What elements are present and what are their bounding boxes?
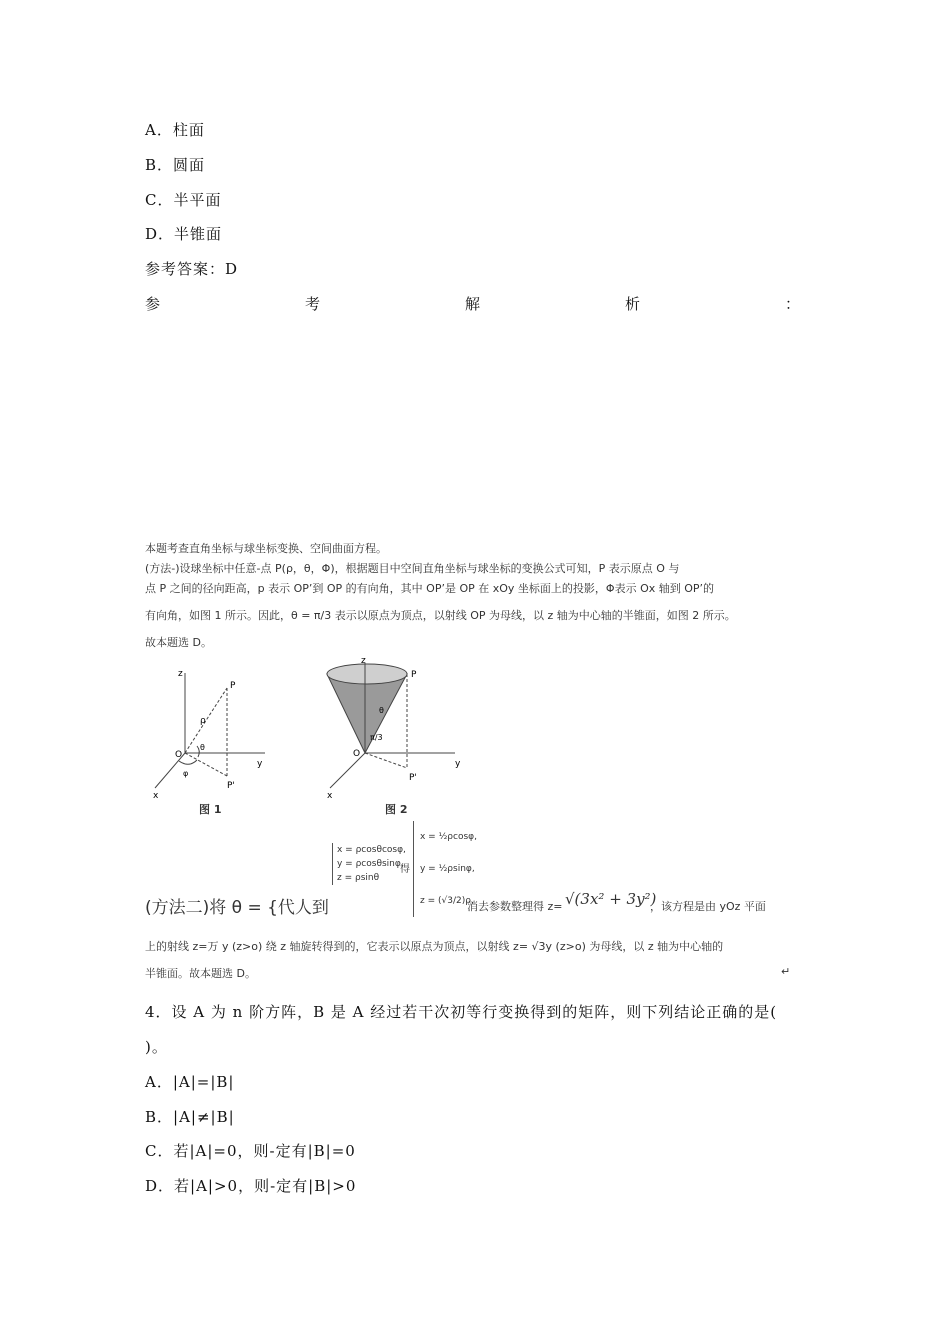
q3-answer: 参考答案：D <box>145 260 239 278</box>
analysis-figure <box>145 538 791 980</box>
formula-tail: ，该方程是由 yOz 平面 <box>650 900 766 913</box>
sys2-row: y = ½ρsinφ, <box>420 864 475 874</box>
fig2-pi3-label: π/3 <box>370 733 383 742</box>
fig2-x-label: x <box>327 791 333 801</box>
fig1-p-label: P <box>230 681 236 691</box>
figure-line: (方法-)设球坐标中任意-点 P(ρ，θ，Φ)，根据题目中空间直角坐标与球坐标的变换公式可知，P 表示原点 O 与 <box>145 562 680 575</box>
figure-line: 本题考查直角坐标与球坐标变换、空间曲面方程。 <box>145 542 387 555</box>
fig2-pp-label: P' <box>409 773 417 783</box>
fig1-z-label: z <box>178 669 183 679</box>
sys1-suffix: 得 <box>400 864 410 875</box>
fig2-o-label: O <box>353 749 361 759</box>
fig1-rho-label: ρ <box>200 716 206 726</box>
analysis-char: 参 <box>145 295 161 313</box>
q4-option-a: A．|A|=|B| <box>145 1073 235 1091</box>
sys1-row: x = ρcosθcosφ, <box>337 845 406 855</box>
fig1-x-label: x <box>153 791 159 801</box>
figure-1-diagram <box>145 658 285 818</box>
figure-2-caption: 图 2 <box>385 803 408 816</box>
q4-stem-line1: 4．设 A 为 n 阶方阵，B 是 A 经过若干次初等行变换得到的矩阵，则下列结论正确的是( <box>145 1003 778 1021</box>
fig1-o-label: O <box>175 750 183 760</box>
q3-option-b: B．圆面 <box>145 156 206 174</box>
q4-option-b: B．|A|≠|B| <box>145 1108 235 1126</box>
figure-line: 点 P 之间的径向距高，p 表示 OP’到 OP 的有向角，其中 OP’是 OP 在 xOy 坐标面上的投影，Φ表示 Ox 轴到 OP’的 <box>145 582 715 595</box>
analysis-char: ： <box>784 295 800 313</box>
fig2-y-label: y <box>455 759 461 769</box>
figure-1-caption: 图 1 <box>199 803 222 816</box>
q4-stem-line2: )。 <box>145 1038 168 1056</box>
fig1-theta-label: θ <box>200 743 205 752</box>
result-formula: √(3x² + 3y²) <box>565 890 657 908</box>
sys1-row: y = ρcosθsinφ, <box>337 859 404 869</box>
q3-option-a: A．柱面 <box>145 121 205 139</box>
analysis-heading <box>145 293 800 314</box>
analysis-char: 考 <box>304 295 320 313</box>
sys1-row: z = ρsinθ <box>337 873 380 883</box>
q4-option-c: C．若|A|=0，则-定有|B|=0 <box>145 1142 356 1160</box>
figure-line: 半锥面。故本题选 D。 <box>145 967 256 980</box>
sys2-row: x = ½ρcosφ, <box>420 832 477 842</box>
sys2-row: z = (√3/2)ρ, <box>420 896 474 906</box>
figure-line: 有向角，如图 1 所示。因此，θ = π/3 表示以原点为顶点，以射线 OP 为母线，以 z 轴为中心轴的半锥面，如图 2 所示。 <box>145 609 736 622</box>
fig2-theta-label: θ <box>379 706 384 715</box>
fig2-p-label: P <box>411 670 417 680</box>
figure-line: 上的射线 z=万 y (z>o) 绕 z 轴旋转得到的，它表示以原点为顶点，以射线 z= √3y (z>o) 为母线，以 z 轴为中心轴的 <box>145 940 724 953</box>
q4-option-d: D．若|A|>0，则-定有|B|>0 <box>145 1177 357 1195</box>
figure-2-diagram <box>315 658 475 818</box>
return-mark: ↵ <box>781 965 791 978</box>
figure-line: 故本题选 D。 <box>145 636 212 649</box>
analysis-char: 解 <box>464 295 480 313</box>
fig2-z-label: z <box>361 658 366 666</box>
equation-system-1 <box>332 843 406 885</box>
fig1-pp-label: P' <box>227 781 235 791</box>
analysis-char: 析 <box>624 295 640 313</box>
fig1-phi-label: φ <box>183 769 189 778</box>
fig1-y-label: y <box>257 759 263 769</box>
method-two-label: (方法二)将 θ = {代人到 <box>145 898 329 918</box>
q3-option-c: C．半平面 <box>145 191 222 209</box>
q3-option-d: D．半锥面 <box>145 225 223 243</box>
eliminate-text: 消去参数整理得 z= <box>467 900 563 913</box>
